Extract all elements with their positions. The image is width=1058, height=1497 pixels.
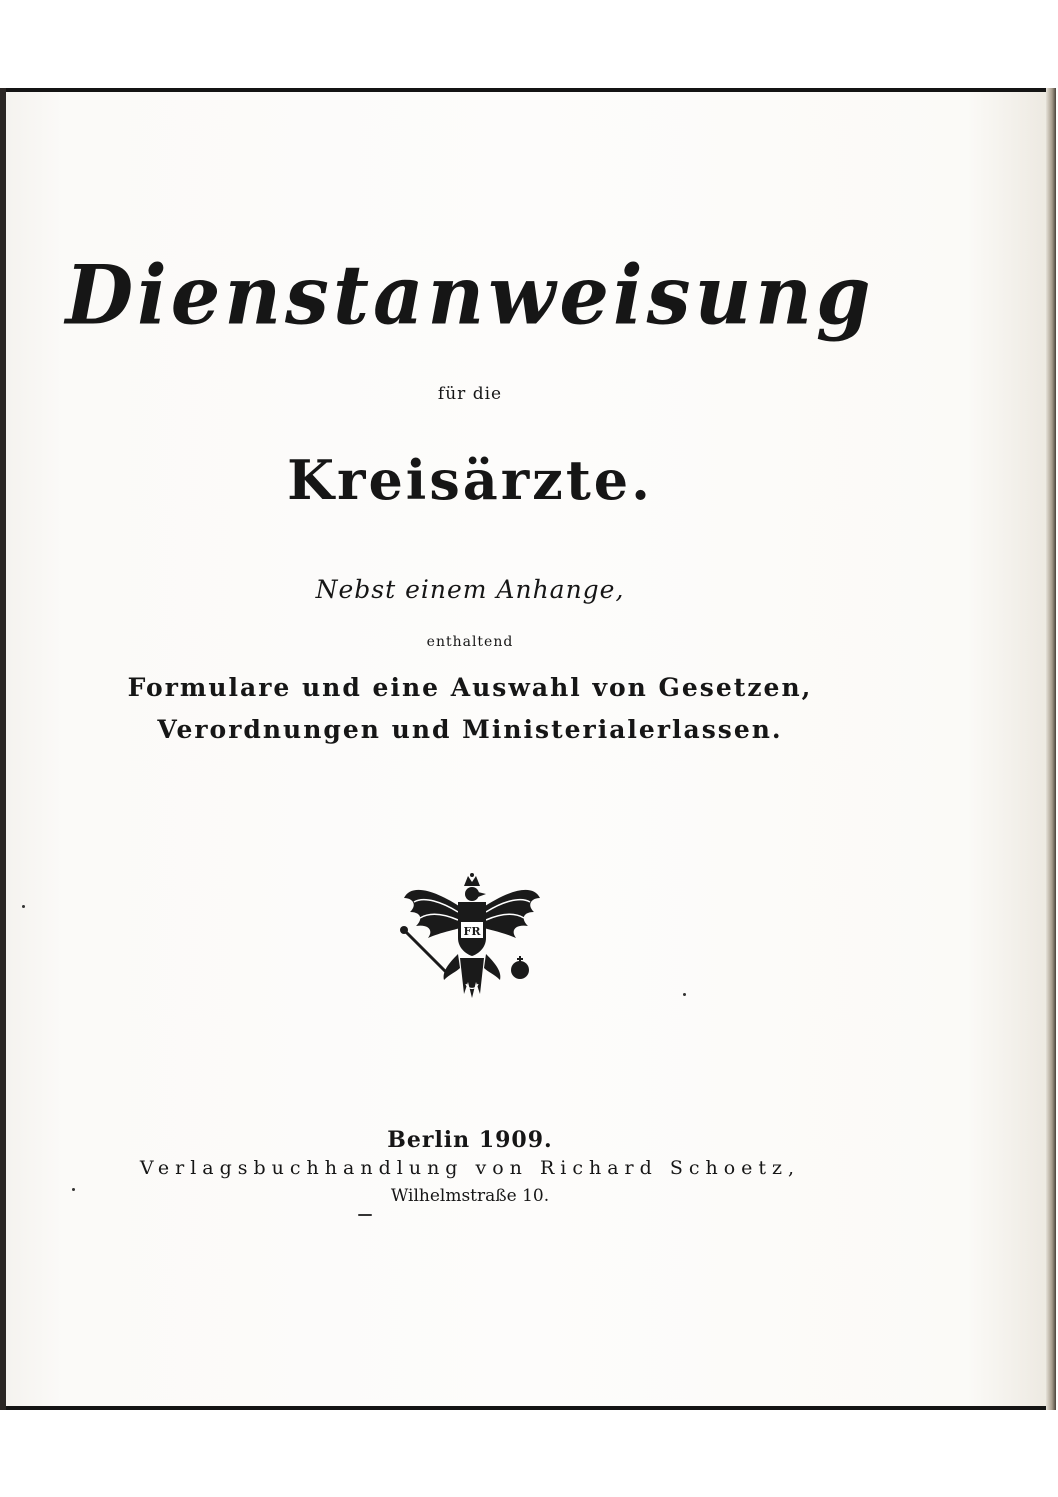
contents-line-2: Verordnungen und Ministerialerlassen. xyxy=(157,715,783,744)
contents-line-1: Formulare und eine Auswahl von Gesetzen, xyxy=(127,673,813,702)
appendix-intro: Nebst einem Anhange, xyxy=(315,575,625,604)
title-connector: für die xyxy=(437,384,503,404)
prussian-eagle-icon xyxy=(398,872,546,1002)
scan-mark xyxy=(358,1214,372,1216)
scan-speck xyxy=(72,1188,75,1191)
containing-label: enthaltend xyxy=(426,634,514,650)
scan-speck xyxy=(22,905,25,908)
imprint-place-year: Berlin 1909. xyxy=(387,1127,553,1153)
page-right-edge xyxy=(1046,88,1056,1410)
scan-speck xyxy=(683,993,686,996)
document-title: Dienstanweisung xyxy=(65,247,875,344)
imprint-publisher: Verlagsbuchhandlung von Richard Schoetz, xyxy=(139,1157,801,1179)
imprint-address: Wilhelmstraße 10. xyxy=(390,1186,550,1206)
document-subject: Kreisärzte. xyxy=(287,448,653,512)
emblem-monogram: FR xyxy=(463,925,481,938)
